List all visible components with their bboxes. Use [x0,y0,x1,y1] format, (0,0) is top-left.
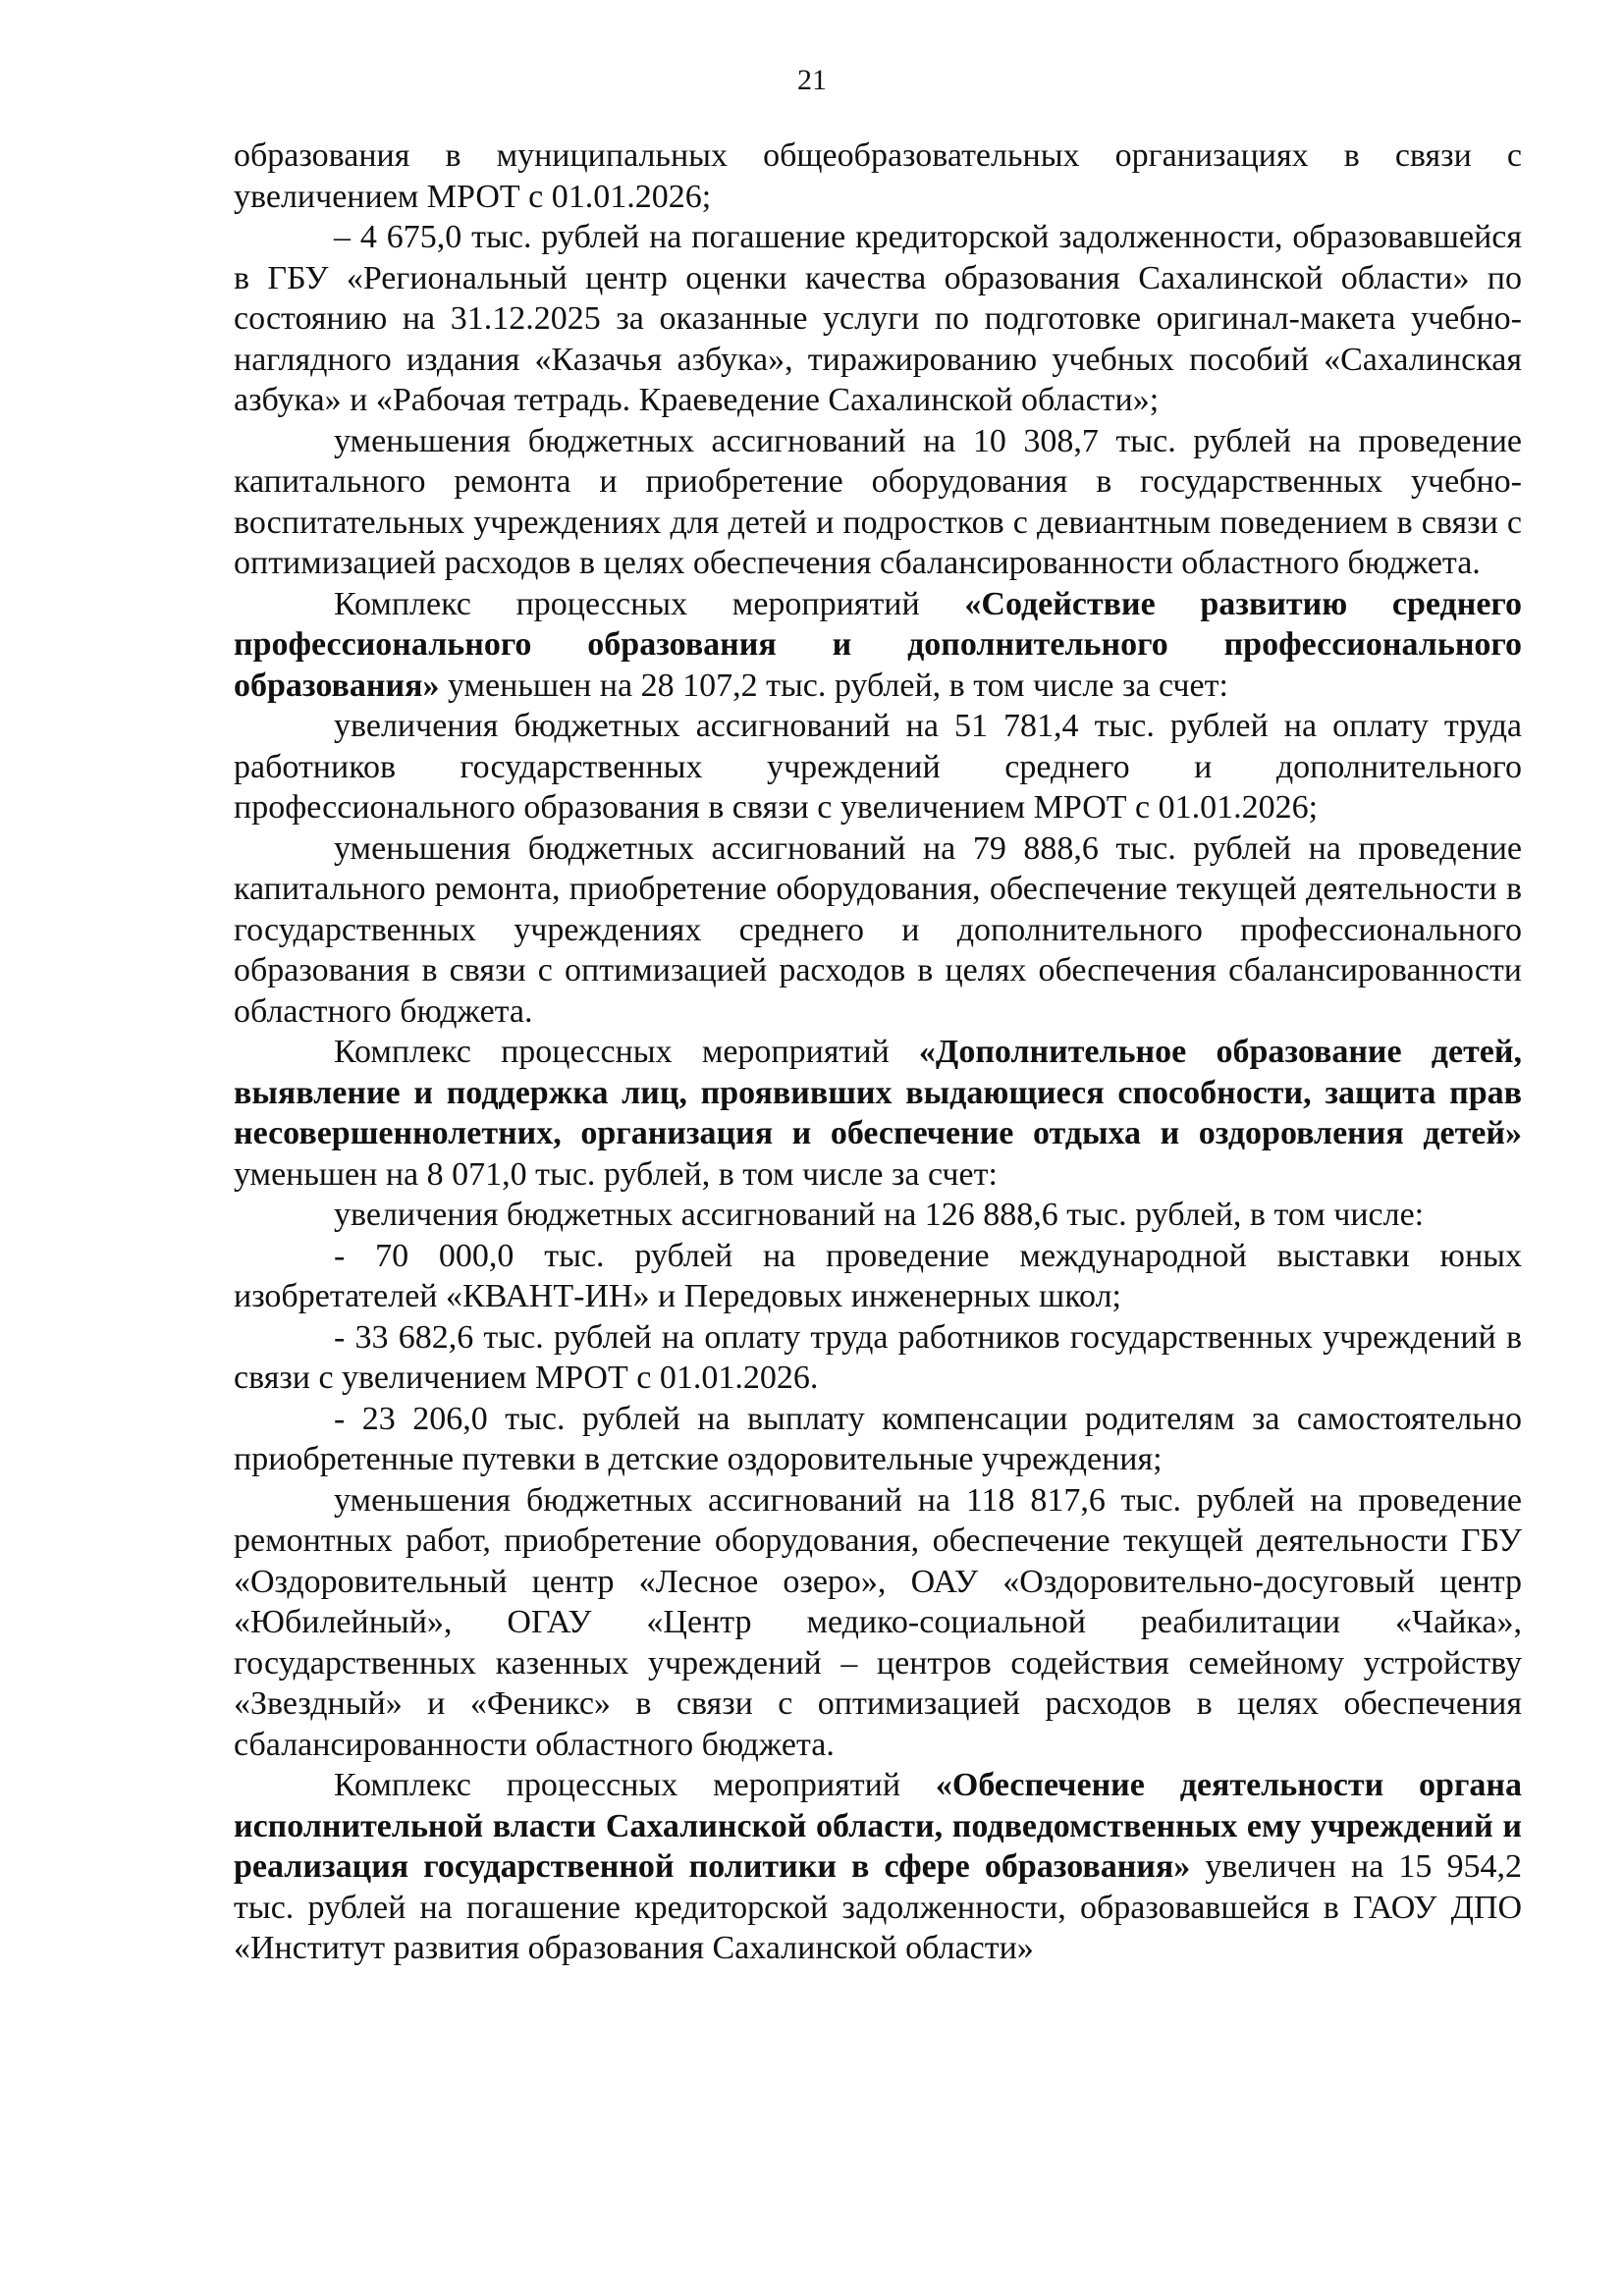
complex-tail-text: уменьшен на 28 107,2 тыс. рублей, в том числе за счет: [439,667,1228,704]
complex-tail-text: уменьшен на 8 071,0 тыс. рублей, в том числе за счет: [234,1155,998,1193]
paragraph-reduction-deviant-institutions: уменьшения бюджетных ассигнований на 10 308,7 тыс. рублей на проведение капитального ремонта и приобретение оборудования в государственных учебно-воспитательных учреждениях для детей и подростков с девиантным поведением в связи с оптимизацией расходов в целях обеспечения сбалансированности областного бюджета. [234,422,1522,581]
complex-lead-text: Комплекс процессных мероприятий [334,1767,936,1803]
complex-title-additional-education: «Дополнительное образование детей, выявление и поддержка лиц, проявивших выдающиеся способности, защита прав несовершеннолетних, организация и обеспечение отдыха и оздоровления детей» [234,1034,1522,1151]
paragraph-complex-executive-body [234,1765,1522,1969]
paragraph-debt-repayment: – 4 675,0 тыс. рублей на погашение кредиторской задолженности, образовавшейся в ГБУ «Региональный центр оценки качества образования Сахалинской области» по состоянию на 31.12.2025 за оказанные услуги по подготовке оригинал-макета учебно-наглядного издания «Казачья азбука», тиражированию учебных пособий «Сахалинская азбука» и «Рабочая тетрадь. Краеведение Сахалинской области»; [234,219,1522,418]
paragraph-reduction-health-centers: уменьшения бюджетных ассигнований на 118 817,6 тыс. рублей на проведение ремонтных работ, приобретение оборудования, обеспечение текущей деятельности ГБУ «Оздоровительный центр «Лесное озеро», ОАУ «Оздоровительно-досуговый центр «Юбилейный», ОГАУ «Центр медико-социальной реабилитации «Чайка», государственных казенных учреждений – центров содействия семейному устройству «Звездный» и «Феникс» в связи с оптимизацией расходов в целях обеспечения сбалансированности областного бюджета. [234,1481,1522,1763]
paragraph-increase-total: увеличения бюджетных ассигнований на 126 888,6 тыс. рублей, в том числе: [334,1197,1425,1233]
paragraph-reduction-vocational: уменьшения бюджетных ассигнований на 79 888,6 тыс. рублей на проведение капитального ремонта, приобретение оборудования, обеспечение текущей деятельности в государственных учреждениях среднего и дополнительного профессионального образования в связи с оптимизацией расходов в целях обеспечения сбалансированности областного бюджета. [234,829,1522,1030]
paragraph-item-exhibition: - 70 000,0 тыс. рублей на проведение международной выставки юных изобретателей «КВАНТ-ИН» и Передовых инженерных школ; [234,1237,1522,1314]
complex-tail-text: увеличен на 15 954,2 тыс. рублей на погашение кредиторской задолженности, образовавшейся в ГАОУ ДПО «Институт развития образования Сахалинской области» [234,1848,1522,1966]
complex-lead-text: Комплекс процессных мероприятий [334,585,965,622]
complex-lead-text: Комплекс процессных мероприятий [334,1034,919,1070]
page-number: 21 [797,64,827,96]
complex-title-executive-body: «Обеспечение деятельности органа исполнительной власти Сахалинской области, подведомственных ему учреждений и реализация государственной политики в сфере образования» [234,1767,1522,1885]
paragraph-complex-additional-education [234,1032,1522,1195]
document-body [234,135,1522,1969]
paragraph-complex-vocational [234,584,1522,707]
paragraph-item-wages: - 33 682,6 тыс. рублей на оплату труда работников государственных учреждений в связи с увеличением МРОТ с 01.01.2026. [234,1318,1522,1396]
paragraph-continuation: образования в муниципальных общеобразовательных организациях в связи с увеличением МРОТ с 01.01.2026; [234,137,1522,215]
paragraph-increase-vocational: увеличения бюджетных ассигнований на 51 781,4 тыс. рублей на оплату труда работников государственных учреждений среднего и дополнительного профессионального образования в связи с увеличением МРОТ с 01.01.2026; [234,708,1522,826]
paragraph-item-compensation: - 23 206,0 тыс. рублей на выплату компенсации родителям за самостоятельно приобретенные путевки в детские оздоровительные учреждения; [234,1400,1522,1477]
complex-title-vocational: «Содействие развитию среднего профессионального образования и дополнительного профессионального образования» [234,585,1522,704]
